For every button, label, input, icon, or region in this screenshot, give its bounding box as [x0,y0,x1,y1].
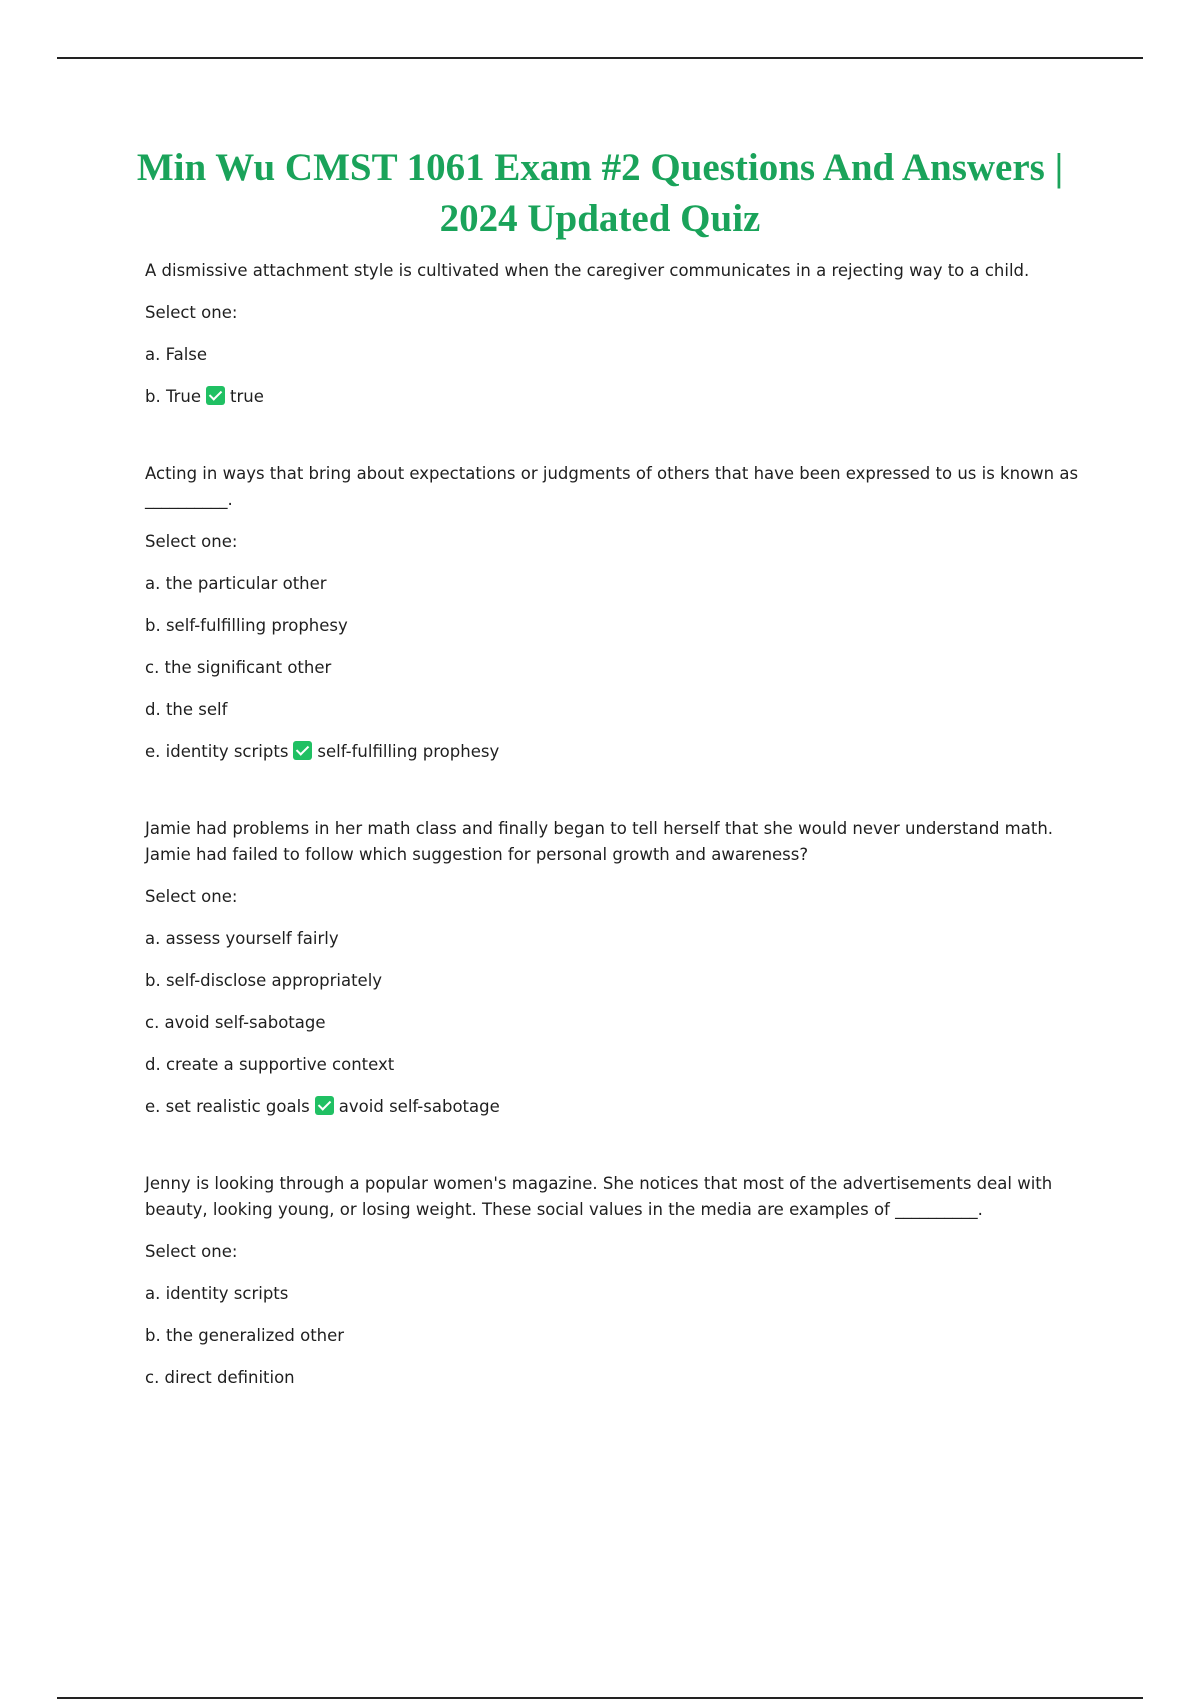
option-label: d. create a supportive context [145,1055,395,1074]
answer-text: self-fulfilling prophesy [317,742,500,761]
question-text: A dismissive attachment style is cultivated when the caregiver communicates in a rejecting way to a child. [145,261,1030,280]
select-one-label: Select one: [145,1242,238,1261]
option-label: c. the significant other [145,658,332,677]
option-label: a. assess yourself fairly [145,929,339,948]
select-one-label: Select one: [145,532,238,551]
option-b [145,384,1095,410]
answer-text: true [230,387,264,406]
option-a [145,571,1095,597]
document-title: Min Wu CMST 1061 Exam #2 Questions And Answers | 2024 Updated Quiz [136,146,1064,240]
bottom-rule [57,1697,1143,1699]
option-label: a. False [145,345,208,364]
option-e [145,1094,1095,1120]
quiz-content [145,258,1095,1391]
question-1 [145,258,1095,410]
option-b [145,1323,1095,1349]
select-one-label: Select one: [145,887,238,906]
question-text: Jamie had problems in her math class and finally began to tell herself that she would never understand math. Jamie had failed to follow which suggestion for personal growth and awareness? [145,819,1054,864]
select-one-label: Select one: [145,303,238,322]
question-text: Acting in ways that bring about expectations or judgments of others that have been expressed to us is known as __________. [145,464,1079,509]
option-c [145,1010,1095,1036]
check-mark-icon [315,1096,334,1115]
option-label: b. True [145,387,202,406]
question-2 [145,461,1095,765]
option-b [145,613,1095,639]
option-a [145,342,1095,368]
top-rule [57,57,1143,59]
option-label: c. direct definition [145,1368,295,1387]
option-e [145,739,1095,765]
option-label: a. the particular other [145,574,327,593]
option-d [145,697,1095,723]
answer-text: avoid self-sabotage [338,1097,500,1116]
option-a [145,926,1095,952]
check-mark-icon [206,386,225,405]
option-c [145,655,1095,681]
option-label: c. avoid self-sabotage [145,1013,326,1032]
option-c [145,1365,1095,1391]
option-label: b. self-disclose appropriately [145,971,383,990]
question-3 [145,816,1095,1120]
check-mark-icon [293,741,312,760]
option-label: a. identity scripts [145,1284,289,1303]
option-label: b. self-fulfilling prophesy [145,616,348,635]
option-label: b. the generalized other [145,1326,345,1345]
option-d [145,1052,1095,1078]
question-4 [145,1171,1095,1391]
question-text: Jenny is looking through a popular women's magazine. She notices that most of the advertisements deal with beauty, looking young, or losing weight. These social values in the media are examples of __________. [145,1174,1053,1219]
option-label: d. the self [145,700,228,719]
option-label: e. identity scripts [145,742,289,761]
option-label: e. set realistic goals [145,1097,310,1116]
option-b [145,968,1095,994]
option-a [145,1281,1095,1307]
